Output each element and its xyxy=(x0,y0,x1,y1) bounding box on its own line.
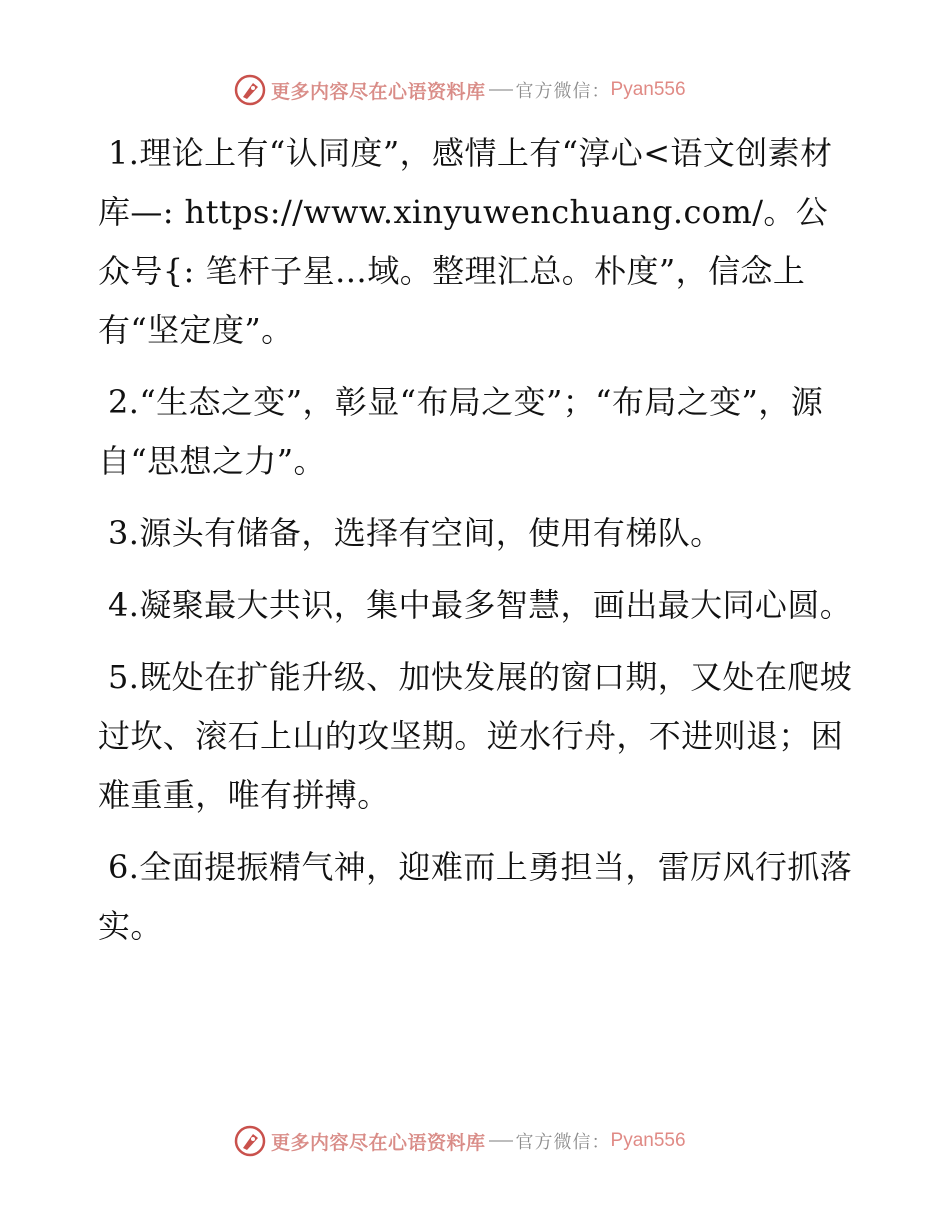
watermark-main-text: 更多内容尽在心语资料库 xyxy=(271,1131,486,1154)
pen-nib-logo-icon xyxy=(234,1125,266,1157)
paragraph-6: 6.全面提振精气神，迎难而上勇担当，雷厉风行抓落实。 xyxy=(98,848,853,945)
watermark-wechat-id: Pyan556 xyxy=(610,79,686,100)
paragraph-5: 5.既处在扩能升级、加快发展的窗口期，又处在爬坡过坎、滚石上山的攻坚期。逆水行舟，不进则退；困难重重，唯有拼搏。 xyxy=(98,658,853,814)
paragraph-1: 1.理论上有“认同度”，感情上有“淳心<语文创素材库—: https://www.xinyuwenchuang.com/。公众号{: 笔杆子星…域。整理汇总。朴度”，信念上有“坚定度”。 xyxy=(98,134,833,349)
paragraph-3: 3.源头有储备，选择有空间，使用有梯队。 xyxy=(108,514,723,552)
watermark-dash xyxy=(489,89,513,91)
watermark-sub-text: 官方微信： xyxy=(515,1132,611,1153)
document-body xyxy=(98,124,858,969)
pen-nib-logo-icon xyxy=(234,74,266,106)
watermark-wechat-id: Pyan556 xyxy=(610,1130,686,1151)
paragraph-4: 4.凝聚最大共识，集中最多智慧，画出最大同心圆。 xyxy=(108,586,853,624)
watermark-sub-text: 官方微信： xyxy=(515,81,611,102)
footer-watermark xyxy=(234,1124,686,1158)
watermark-dash xyxy=(489,1140,513,1142)
paragraph-2: 2.“生态之变”，彰显“布局之变”；“布局之变”，源自“思想之力”。 xyxy=(98,383,824,480)
watermark-main-text: 更多内容尽在心语资料库 xyxy=(271,80,486,103)
header-watermark xyxy=(234,73,686,107)
